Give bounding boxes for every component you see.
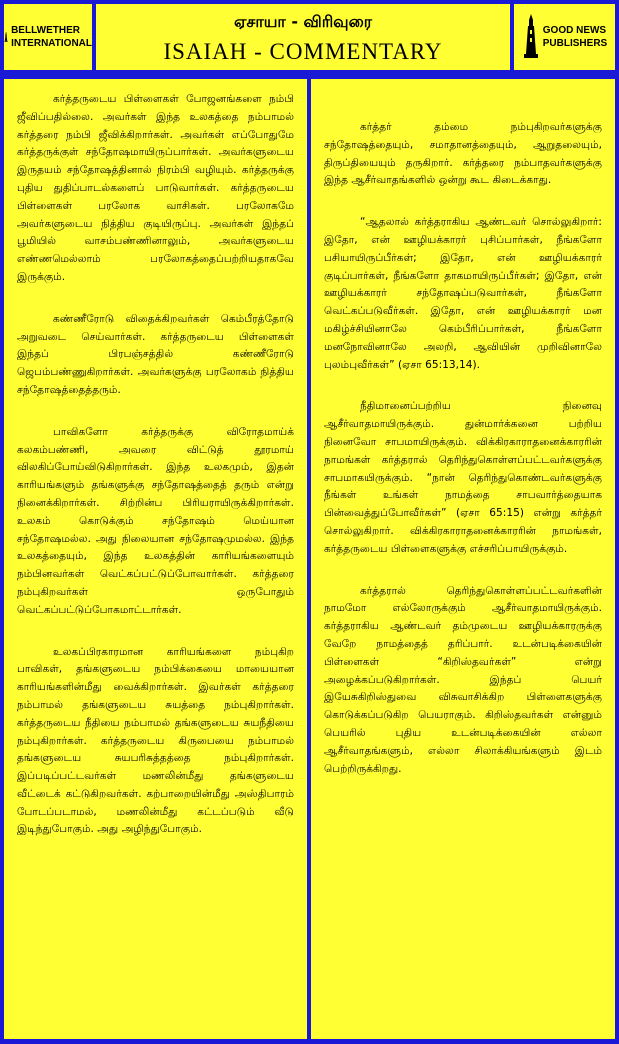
paragraph: கர்த்தரால் தெரிந்துகொள்ளப்பட்டவர்களின் நாமமோ எல்லோருக்கும் ஆசீர்வாதமாயிருக்கும். கர்த்தராகிய ஆண்டவர் தம்முடைய ஊழியக்காரருக்கு வேறே நாமத்தைத் தரிப்பார். உடன்படிக்கையின் பிள்ளைகள் “கிறிஸ்தவர்கள்” என்று அழைக்கப்படுகிறார்கள். இந்தப் பெயர் இயேசுகிறிஸ்துவை விசுவாசிக்கிற பிள்ளைகளுக்கு கொடுக்கப்படுகிற பெயராகும். கிறிஸ்தவர்கள் என்னும் பெயரில் புதிய உடன்படிக்கையின் எல்லா ஆசீர்வாதங்களும், எல்லா சிலாக்கியங்களும் இடம் பெற்றிருக்கிறது. xyxy=(324,584,602,775)
left-column xyxy=(4,79,307,1039)
logo-line: PUBLISHERS xyxy=(542,38,608,49)
paragraph: கண்ணீரோடு விதைக்கிறவர்கள் கெம்பீரத்தோடு அறுவடை செய்வார்கள். கர்த்தருடைய பிள்ளைகள் இந்தப் பிரபஞ்சத்தில் கண்ணீரோடு ஜெபம்பண்ணுகிறார்கள். அவர்களுக்கு பரலோகம் நித்திய சந்தோஷத்தைத்தரும். xyxy=(17,312,294,396)
paragraph: உலகப்பிரகாரமான காரியங்களை நம்புகிற பாவிகள், தங்களுடைய நம்பிக்கையை மாயையான காரியங்களின்மீது வைக்கிறார்கள். இவர்கள் கர்த்தரை நம்பாமல் தங்களுடைய சுயத்தை நம்புகிறார்கள். கர்த்தருடைய நீதியை நம்பாமல் தங்களுடைய சுயநீதியை நம்புகிறார்கள். கர்த்தருடைய கிருபையை நம்பாமல் தங்களுடைய சுயபரிசுத்தத்தை நம்புகிறார்கள். இப்படிப்பட்டவர்கள் மணலின்மீது தங்களுடைய வீட்டைக் கட்டுகிறவர்கள். கற்பாறையின்மீது அஸ்திபாரம் போடப்படாமல், மணலின்மீது கட்டப்படும் வீடு இடிந்துபோகும். அது அழிந்துபோகும். xyxy=(17,645,294,836)
page-title-tamil: ஏசாயா - விரிவுரை xyxy=(234,12,372,31)
good-news-logo-text xyxy=(543,24,607,50)
paragraph: கர்த்தர் தம்மை நம்புகிறவர்களுக்கு சந்தோஷத்தையும், சமாதானத்தையும், ஆறுதலையும், திருப்தியையும் தருகிறார். கர்த்தரை நம்பாதவர்களுக்கு இந்த ஆசீர்வாதங்களில் ஒன்று கூட கிடைக்காது. xyxy=(324,121,602,187)
logo-line: GOOD NEWS xyxy=(542,25,607,36)
paragraph: கர்த்தருடைய பிள்ளைகள் போஜனங்களை நம்பி ஜீவிப்பதில்லை. அவர்கள் இந்த உலகத்தை நம்பாமல் கர்த்தரை நம்பி ஜீவிக்கிறார்கள். அவர்கள் எப்போதுமே கர்த்தருக்குள் சந்தோஷமாயிருப்பார்கள். அவர்களுடைய இருதயம் சந்தோஷத்தினால் நிரம்பி வழியும். கர்த்தருக்கு புதிய துதிப்பாடல்களைப் பாடுவார்கள். கர்த்தருடைய பிள்ளைகள் பரலோக வாசிகள். பரலோகமே அவர்களுடைய நித்திய குடியிருப்பு. அவர்கள் இந்தப் பூமியில் வாசம்பண்ணினாலும், அவர்களுடைய எண்ணமெல்லாம் பரலோகத்தைப்பற்றியதாகவே இருக்கும். xyxy=(17,93,294,283)
paragraph: நீதிமானைப்பற்றிய நினைவு ஆசீர்வாதமாயிருக்கும். துன்மார்க்கனை பற்றிய நினைவோ சாபமாயிருக்கும். விக்கிரகாராதனைக்காரரின் நாமங்கள் கர்த்தரால் தெரிந்துகொள்ளப்பட்டவர்களுக்கு சாபமாகயிருக்கும். “நான் தெரிந்துகொண்டவர்களுக்கு நீங்கள் உங்கள் நாமத்தை சாபவார்த்தையாக பின்வைத்துப்போவீர்கள்” (ஏசா 65:15) என்று கர்த்தர் சொல்லுகிறார். விக்கிரகாராதனைக்காரரின் நாமங்கள், கர்த்தருடைய பிள்ளைகளுக்கு எச்சரிப்பாயிருக்கும். xyxy=(324,400,602,555)
tower-icon xyxy=(4,14,8,60)
logo-line: INTERNATIONAL xyxy=(11,38,92,49)
paragraph: பாவிகளோ கர்த்தருக்கு விரோதமாய்க் கலகம்பண்ணி, அவரை விட்டுத் தூரமாய் விலகிப்போய்விடுகிறார்கள். இந்த உலகமும், இதன் காரியங்களும் தங்களுக்கு சந்தோஷத்தைத் தரும் என்று நினைக்கிறார்கள். சிற்றின்ப பிரியராயிருக்கிறார்கள். உலகம் கொடுக்கும் சந்தோஷம் மெய்யான சந்தோஷமல்ல. அது நிலையான சந்தோஷமுமல்ல. இந்த உலகத்தையும், இந்த உலகத்தின் காரியங்களையும் நம்பினவர்கள் வெட்கப்பட்டுப்போவார்கள். கர்த்தரை நம்புகிறவர்கள் ஒருபோதும் வெட்கப்பட்டுப்போகமாட்டார்கள். xyxy=(17,425,294,616)
right-column xyxy=(311,79,615,1039)
page-header xyxy=(0,0,619,76)
page-title-english: ISAIAH - COMMENTARY xyxy=(163,39,443,64)
bellwether-logo xyxy=(4,4,92,70)
bellwether-logo-text xyxy=(11,24,92,50)
good-news-logo xyxy=(514,4,615,70)
title-panel xyxy=(96,4,510,70)
paragraph: “ஆதலால் கர்த்தராகிய ஆண்டவர் சொல்லுகிறார்: இதோ, என் ஊழியக்காரர் புசிப்பார்கள், நீங்களோ பசியாயிருப்பீர்கள்; இதோ, என் ஊழியக்காரர் குடிப்பார்கள், நீங்களோ தாகமாயிருப்பீர்கள்; இதோ, என் ஊழியக்காரர் சந்தோஷப்படுவார்கள், நீங்களோ வெட்கப்படுவீர்கள். இதோ, என் ஊழியக்காரர் மன மகிழ்ச்சியினாலே கெம்பீரிப்பார்கள், நீங்களோ மனநோவினாலே அலறி, ஆவியின் முறிவினாலே புலம்புவீர்கள்” (ஏசா 65:13,14). xyxy=(324,216,602,371)
logo-line: BELLWETHER xyxy=(11,25,80,36)
tower-icon xyxy=(522,14,540,60)
